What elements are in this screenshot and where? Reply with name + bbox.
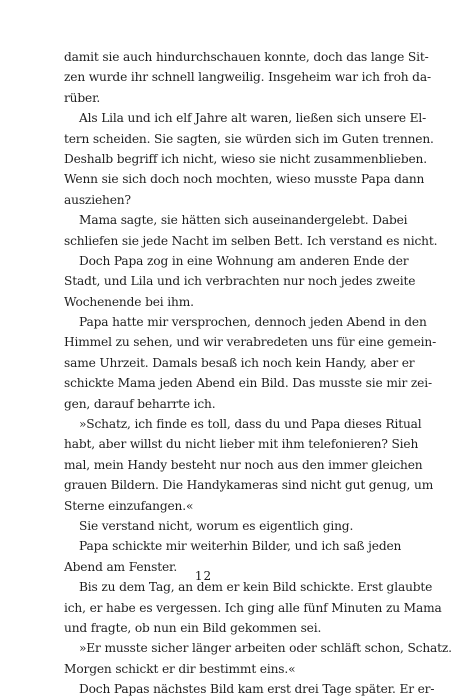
text-line: zen wurde ihr schnell langweilig. Insgeheim war ich froh da-: [64, 70, 431, 85]
text-line: Abend am Fenster.: [64, 559, 178, 574]
text-line: Bis zu dem Tag, an dem er kein Bild schickte. Erst glaubte: [79, 580, 433, 595]
text-line: Morgen schickt er dir bestimmt eins.«: [64, 661, 296, 676]
text-line: Doch Papa zog in eine Wohnung am anderen Ende der: [79, 253, 409, 268]
text-line: Mama sagte, sie hätten sich auseinandergelebt. Dabei: [79, 213, 408, 228]
text-line: ausziehen?: [64, 192, 131, 207]
text-line: Sterne einzufangen.«: [64, 498, 194, 513]
text-line: tern scheiden. Sie sagten, sie würden sich im Guten trennen.: [64, 131, 434, 146]
text-line: »Schatz, ich finde es toll, dass du und Papa dieses Ritual: [79, 417, 422, 432]
text-line: mal, mein Handy besteht nur noch aus den immer gleichen: [64, 457, 423, 472]
text-line: Deshalb begriff ich nicht, wieso sie nicht zusammenblieben.: [64, 151, 427, 166]
text-line: und fragte, ob nun ein Bild gekommen sei.: [64, 620, 322, 635]
text-line: gen, darauf beharrte ich.: [64, 396, 216, 411]
text-line: Wenn sie sich doch noch mochten, wieso musste Papa dann: [64, 172, 425, 187]
text-line: same Uhrzeit. Damals besaß ich noch kein Handy, aber er: [64, 355, 415, 370]
text-line: Als Lila und ich elf Jahre alt waren, ließen sich unsere El-: [79, 111, 427, 126]
text-line: schliefen sie jede Nacht im selben Bett. Ich verstand es nicht.: [64, 233, 438, 248]
text-line: »Er musste sicher länger arbeiten oder schläft schon, Schatz.: [79, 641, 452, 656]
text-line: rüber.: [64, 90, 101, 105]
text-line: Himmel zu sehen, und wir verabredeten uns für eine gemein-: [64, 335, 437, 350]
text-line: Stadt, und Lila und ich verbrachten nur noch jedes zweite: [64, 274, 416, 289]
text-line: damit sie auch hindurchschauen konnte, doch das lange Sit-: [64, 50, 429, 64]
text-line: ich, er habe es vergessen. Ich ging alle fünf Minuten zu Mama: [64, 600, 442, 615]
text-line: habt, aber willst du nicht lieber mit ihm telefonieren? Sieh: [64, 437, 419, 452]
text-line: schickte Mama jeden Abend ein Bild. Das musste sie mir zei-: [64, 376, 432, 391]
text-line: Sie verstand nicht, worum es eigentlich ging.: [79, 518, 354, 533]
text-line: Doch Papas nächstes Bild kam erst drei Tage später. Er er-: [79, 682, 435, 697]
text-line: Wochenende bei ihm.: [64, 294, 194, 309]
text-line: Papa hatte mir versprochen, dennoch jeden Abend in den: [79, 315, 427, 330]
page-number: 12: [194, 569, 213, 583]
text-line: Papa schickte mir weiterhin Bilder, und ich saß jeden: [79, 539, 402, 554]
text-line: grauen Bildern. Die Handykameras sind nicht gut genug, um: [64, 478, 434, 493]
body-text: [64, 47, 452, 700]
